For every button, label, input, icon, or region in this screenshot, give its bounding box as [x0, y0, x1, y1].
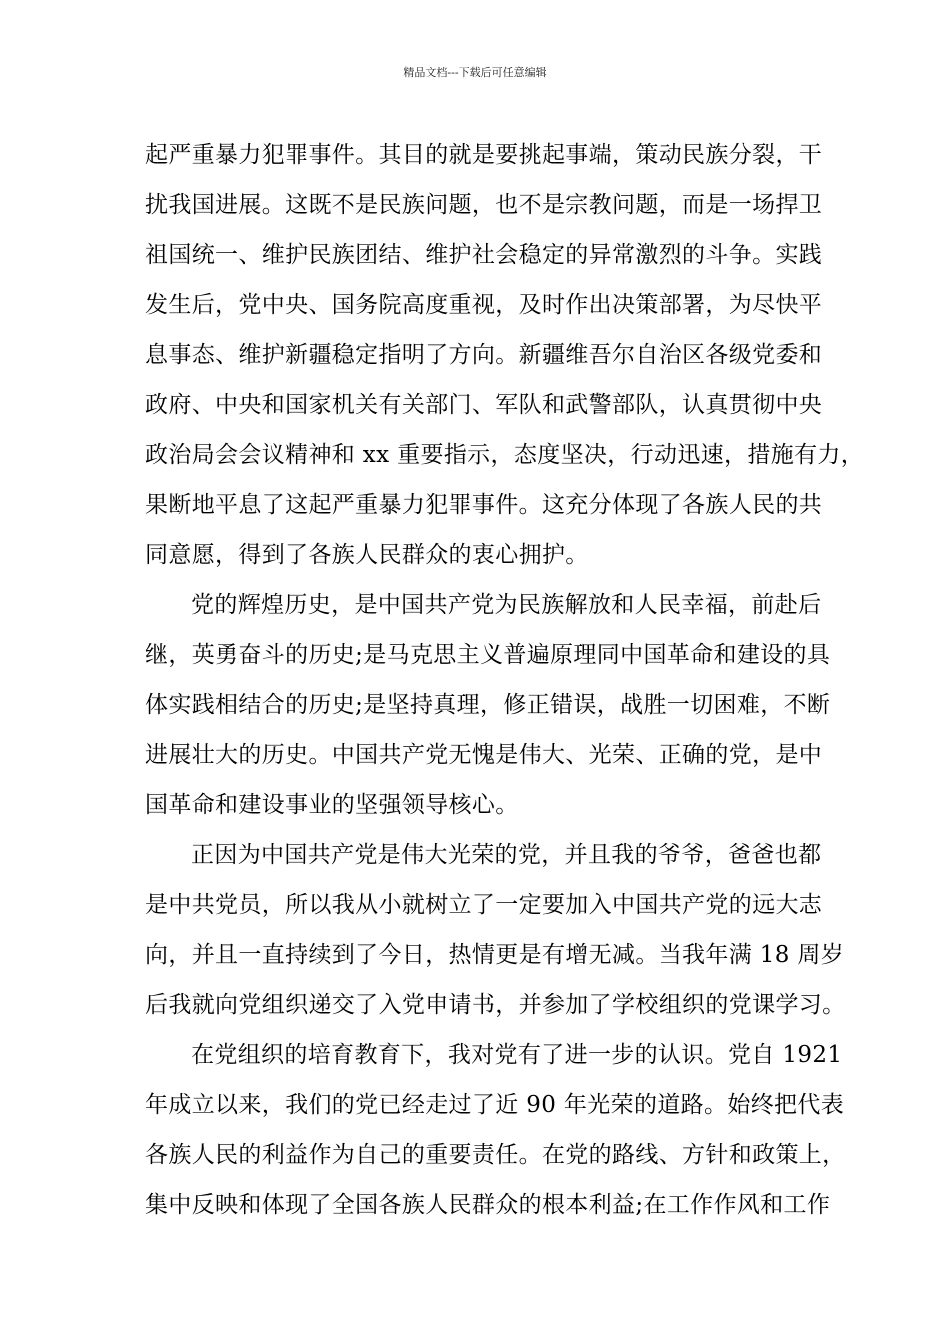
text-line: 进展壮大的历史。中国共产党无愧是伟大、光荣、正确的党，是中 [145, 742, 823, 768]
text-line: 是中共党员，所以我从小就树立了一定要加入中国共产党的远大志 [145, 892, 823, 918]
paragraph-1 [145, 130, 865, 580]
text-line: 祖国统一、维护民族团结、维护社会稳定的异常激烈的斗争。实践 [145, 242, 823, 268]
text-line: 国革命和建设事业的坚强领导核心。 [145, 792, 519, 818]
text-line: 在党组织的培育教育下，我对党有了进一步的认识。党自 1921 [191, 1042, 843, 1068]
paragraph-3 [145, 830, 846, 1030]
text-line: 党的辉煌历史，是中国共产党为民族解放和人民幸福，前赴后 [191, 592, 822, 618]
paragraph-4 [145, 1030, 846, 1230]
text-line: 发生后，党中央、国务院高度重视，及时作出决策部署，为尽快平 [145, 292, 823, 318]
text-line: 向，并且一直持续到了今日，热情更是有增无减。当我年满 18 周岁 [145, 942, 845, 968]
text-line: 同意愿，得到了各族人民群众的衷心拥护。 [145, 542, 589, 568]
text-line: 扰我国进展。这既不是民族问题，也不是宗教问题，而是一场捍卫 [145, 192, 823, 218]
text-line: 各族人民的利益作为自己的重要责任。在党的路线、方针和政策上， [145, 1142, 846, 1168]
text-line: 政治局会会议精神和 xx 重要指示，态度坚决，行动迅速，措施有力， [145, 442, 865, 468]
text-line: 继，英勇奋斗的历史;是马克思主义普遍原理同中国革命和建设的具 [145, 642, 831, 668]
text-line: 年成立以来，我们的党已经走过了近 90 年光荣的道路。始终把代表 [145, 1092, 845, 1118]
paragraph-2 [145, 580, 835, 830]
text-line: 起严重暴力犯罪事件。其目的就是要挑起事端，策动民族分裂，干 [145, 142, 823, 168]
text-line: 体实践相结合的历史;是坚持真理，修正错误，战胜一切困难，不断 [145, 692, 831, 718]
document-body [145, 130, 865, 1230]
text-line: 息事态、维护新疆稳定指明了方向。新疆维吾尔自治区各级党委和 [145, 342, 823, 368]
page-header: 精品文档---下载后可任意编辑 [403, 66, 547, 79]
text-line: 后我就向党组织递交了入党申请书，并参加了学校组织的党课学习。 [145, 992, 846, 1018]
text-line: 集中反映和体现了全国各族人民群众的根本利益;在工作作风和工作 [145, 1192, 831, 1218]
text-line: 政府、中央和国家机关有关部门、军队和武警部队，认真贯彻中央 [145, 392, 823, 418]
text-line: 正因为中国共产党是伟大光荣的党，并且我的爷爷，爸爸也都 [191, 842, 822, 868]
text-line: 果断地平息了这起严重暴力犯罪事件。这充分体现了各族人民的共 [145, 492, 823, 518]
